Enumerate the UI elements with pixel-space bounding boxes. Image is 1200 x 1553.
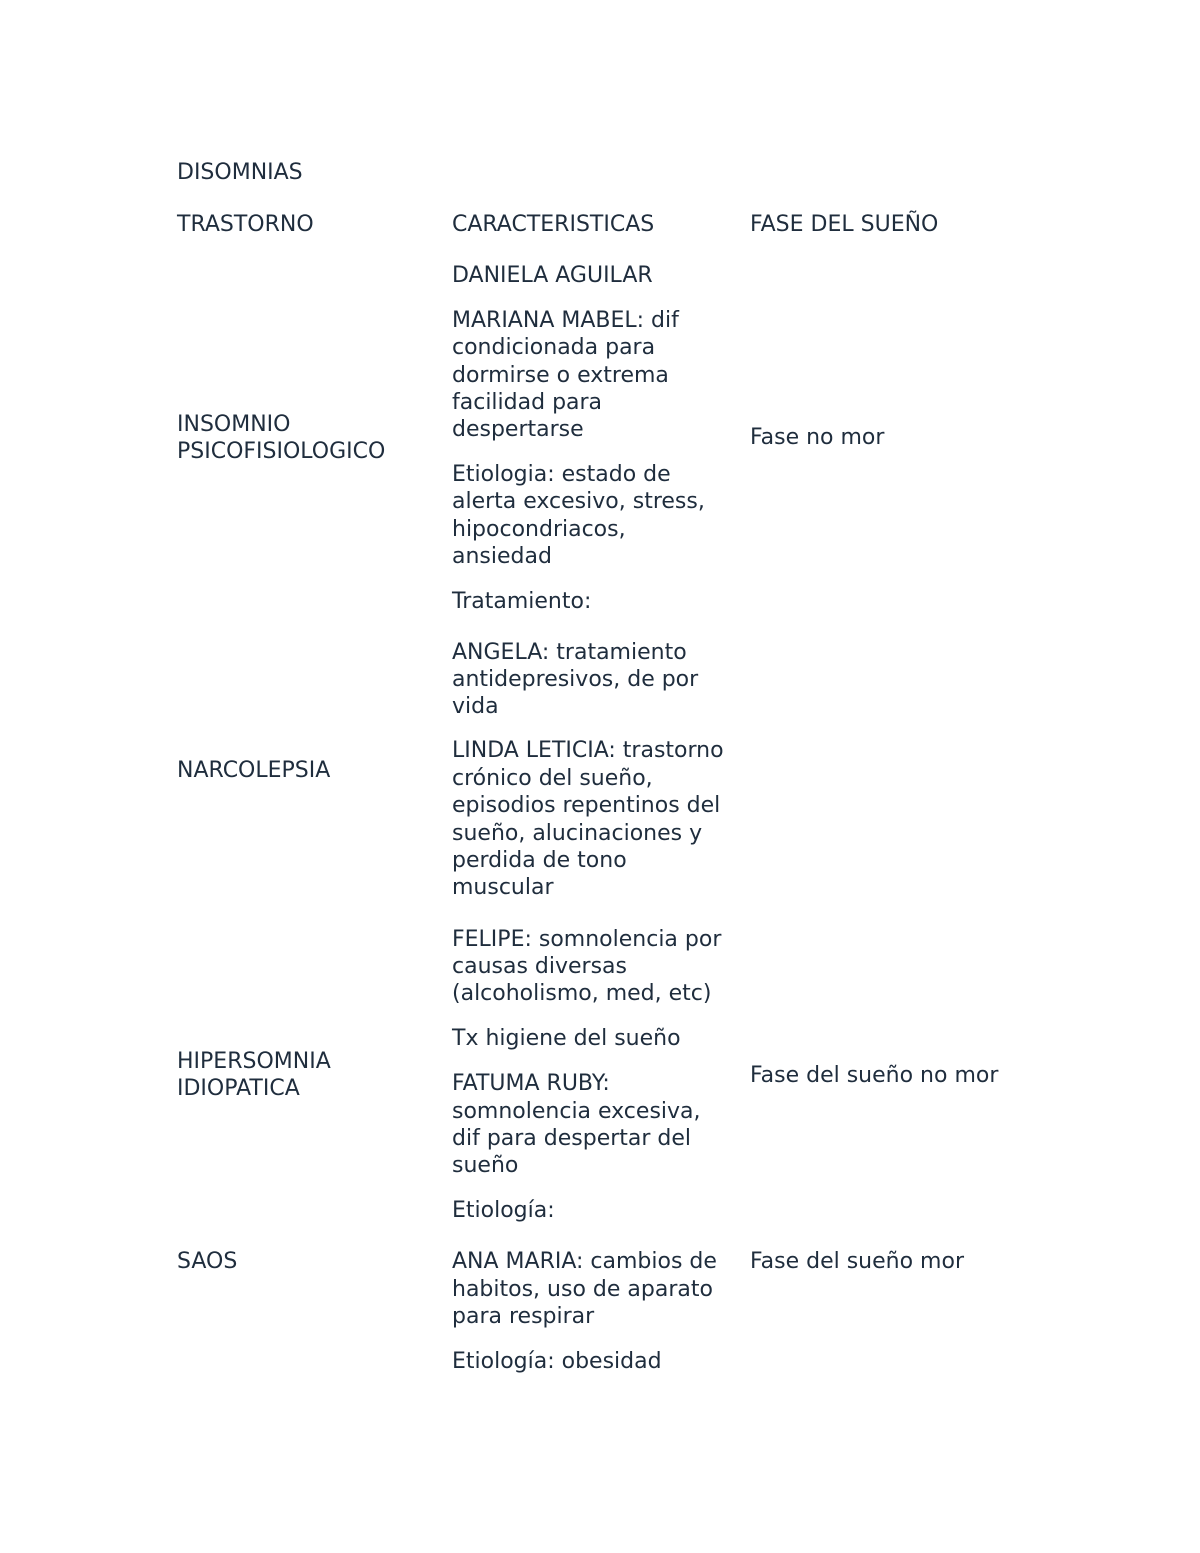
trastorno-name-line: HIPERSOMNIA: [177, 1049, 331, 1074]
trastorno-name-line: SAOS: [177, 1249, 238, 1274]
trastorno-name-line: INSOMNIO: [177, 412, 291, 437]
caracteristica-line: MARIANA MABEL: dif: [452, 308, 679, 333]
trastorno-name-line: IDIOPATICA: [177, 1076, 300, 1101]
caracteristica-line: causas diversas: [452, 954, 628, 979]
caracteristica-line: episodios repentinos del: [452, 793, 721, 818]
caracteristica-line: Tratamiento:: [452, 589, 592, 614]
trastorno-name-line: NARCOLEPSIA: [177, 758, 331, 783]
caracteristica-line: dif para despertar del: [452, 1126, 692, 1151]
caracteristica-line: dormirse o extrema: [452, 363, 669, 388]
caracteristica-line: Etiología:: [452, 1198, 555, 1223]
caracteristica-line: ANGELA: tratamiento: [452, 640, 687, 665]
caracteristica-line: crónico del sueño,: [452, 766, 653, 791]
caracteristica-line: FATUMA RUBY:: [452, 1071, 610, 1096]
caracteristica-line: ansiedad: [452, 544, 552, 569]
caracteristica-line: sueño: [452, 1153, 519, 1178]
caracteristica-line: DANIELA AGUILAR: [452, 263, 653, 288]
caracteristica-line: Etiología: obesidad: [452, 1349, 662, 1374]
caracteristica-line: habitos, uso de aparato: [452, 1277, 713, 1302]
caracteristica-line: ANA MARIA: cambios de: [452, 1249, 717, 1274]
caracteristica-line: Etiologia: estado de: [452, 462, 671, 487]
trastorno-name-line: PSICOFISIOLOGICO: [177, 439, 386, 464]
caracteristica-line: sueño, alucinaciones y: [452, 821, 703, 846]
caracteristica-line: perdida de tono: [452, 848, 627, 873]
caracteristica-line: Tx higiene del sueño: [452, 1026, 681, 1051]
document-title: DISOMNIAS: [177, 160, 303, 185]
caracteristica-line: (alcoholismo, med, etc): [452, 981, 712, 1006]
caracteristica-line: vida: [452, 694, 499, 719]
header-trastorno: TRASTORNO: [177, 212, 314, 237]
caracteristica-line: muscular: [452, 875, 554, 900]
header-fase-del-sueno: FASE DEL SUEÑO: [750, 212, 939, 237]
caracteristica-line: condicionada para: [452, 335, 656, 360]
caracteristica-line: alerta excesivo, stress,: [452, 489, 705, 514]
fase-value: Fase del sueño mor: [750, 1249, 964, 1274]
caracteristica-line: LINDA LETICIA: trastorno: [452, 738, 724, 763]
caracteristica-line: antidepresivos, de por: [452, 667, 699, 692]
caracteristica-line: despertarse: [452, 417, 584, 442]
fase-value: Fase no mor: [750, 425, 885, 450]
caracteristica-line: para respirar: [452, 1304, 595, 1329]
caracteristica-line: hipocondriacos,: [452, 517, 626, 542]
caracteristica-line: facilidad para: [452, 390, 603, 415]
fase-value: Fase del sueño no mor: [750, 1063, 999, 1088]
header-caracteristicas: CARACTERISTICAS: [452, 212, 655, 237]
caracteristica-line: somnolencia excesiva,: [452, 1099, 701, 1124]
caracteristica-line: FELIPE: somnolencia por: [452, 927, 722, 952]
